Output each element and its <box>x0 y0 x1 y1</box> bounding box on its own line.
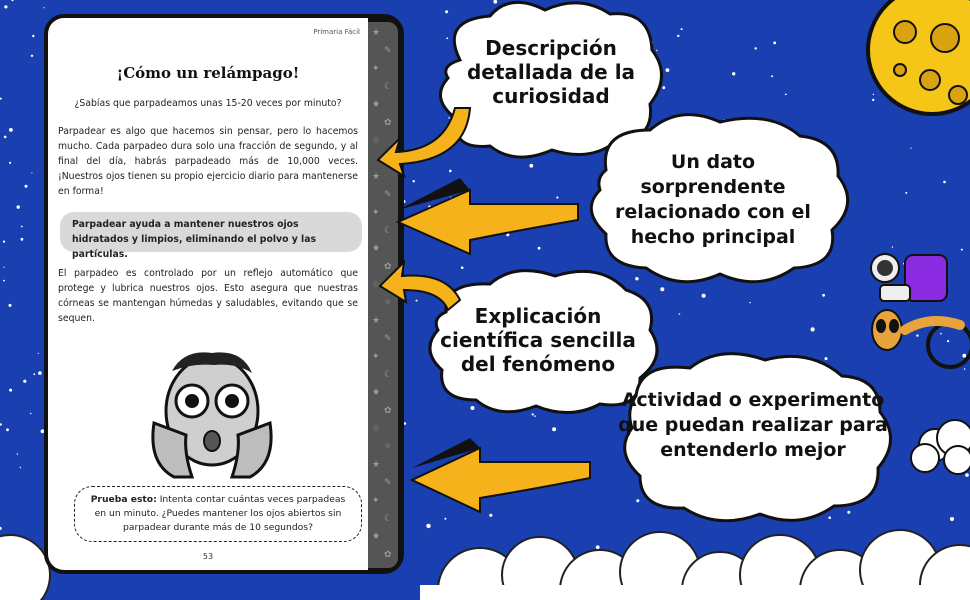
try-label: Prueba esto: <box>90 494 157 505</box>
arrow-1-icon <box>378 108 470 176</box>
edge-decoration-icon: ★ <box>372 460 381 470</box>
callout-scientific-explanation: Explicación científica sencilla del fenómeno <box>440 304 636 376</box>
edge-decoration-icon: ☾ <box>384 226 393 236</box>
try-text: Intenta contar cuántas veces parpadeas en un minuto. ¿Puedes mantener los ojos abiertos sin parpadear durante más de 10 segundos? <box>94 494 346 533</box>
edge-decoration-icon: ☆ <box>372 136 381 146</box>
callout-surprising-fact: Un dato sorprendente relacionado con el hecho principal <box>615 151 811 248</box>
edge-decoration-icon: ✎ <box>384 46 392 56</box>
edge-decoration-icon: ★ <box>372 172 381 182</box>
edge-decoration-icon: ✎ <box>384 478 392 488</box>
edge-decoration-icon: ✿ <box>384 118 392 128</box>
page-title: ¡Cómo un relámpago! <box>116 64 300 82</box>
edge-decoration-icon: ✎ <box>384 190 392 200</box>
edge-decoration-icon: ✿ <box>384 406 392 416</box>
edge-decoration-icon: ☾ <box>384 82 393 92</box>
callout-activity: Actividad o experimento que puedan realizar para entenderlo mejor <box>618 389 888 461</box>
grade-label: Primaria Fácil <box>313 28 360 36</box>
edge-decoration-icon: ♦ <box>372 244 381 254</box>
edge-decoration-icon: ✿ <box>384 262 392 272</box>
arrow-2-icon <box>398 178 578 254</box>
edge-decoration-icon: ✦ <box>372 208 380 218</box>
arrow-4-icon <box>412 438 590 512</box>
edge-decoration-icon: ✿ <box>384 550 392 560</box>
edge-decoration-icon: ♦ <box>372 388 381 398</box>
edge-decoration-icon: ✦ <box>372 64 380 74</box>
highlight-box: Parpadear ayuda a mantener nuestros ojos hidratados y limpios, eliminando el polvo y las partículas. <box>60 212 362 252</box>
arrow-3-icon <box>380 262 460 310</box>
edge-decoration-icon: ✦ <box>372 352 380 362</box>
page-number: 53 <box>202 552 214 561</box>
edge-decoration-icon: ☾ <box>384 514 393 524</box>
paragraph-description: Parpadear es algo que hacemos sin pensar, pero lo hacemos mucho. Cada parpadeo dura solo una fracción de segundo, y al final del día, habrás parpadeado más de 10,000 veces. ¡Nuestros ojos tienen su propio ejercicio diario para mantenerse en forma! <box>58 126 358 197</box>
callout-description: Descripción detallada de la curiosidad <box>466 36 636 108</box>
edge-decoration-icon: ☾ <box>384 370 393 380</box>
edge-decoration-icon: ✧ <box>384 442 392 452</box>
edge-decoration-icon: ☆ <box>372 280 381 290</box>
edge-decoration-icon: ✧ <box>384 298 392 308</box>
edge-decoration-icon: ♦ <box>372 100 381 110</box>
edge-decoration-icon: ♦ <box>372 532 381 542</box>
edge-decoration-icon: ✎ <box>384 334 392 344</box>
edge-decoration-icon: ✦ <box>372 496 380 506</box>
edge-decoration-icon: ★ <box>372 28 381 38</box>
paragraph-explanation: El parpadeo es controlado por un reflejo automático que protege y lubrica nuestros ojos. Esto asegura que nuestras córneas se mantengan húmedas y saludables, evitando que se sequen. <box>58 268 358 324</box>
edge-decoration-icon: ☆ <box>372 424 381 434</box>
edge-decoration-icon: ★ <box>372 316 381 326</box>
question-text: ¿Sabías que parpadeamos unas 15-20 veces por minuto? <box>74 98 342 109</box>
